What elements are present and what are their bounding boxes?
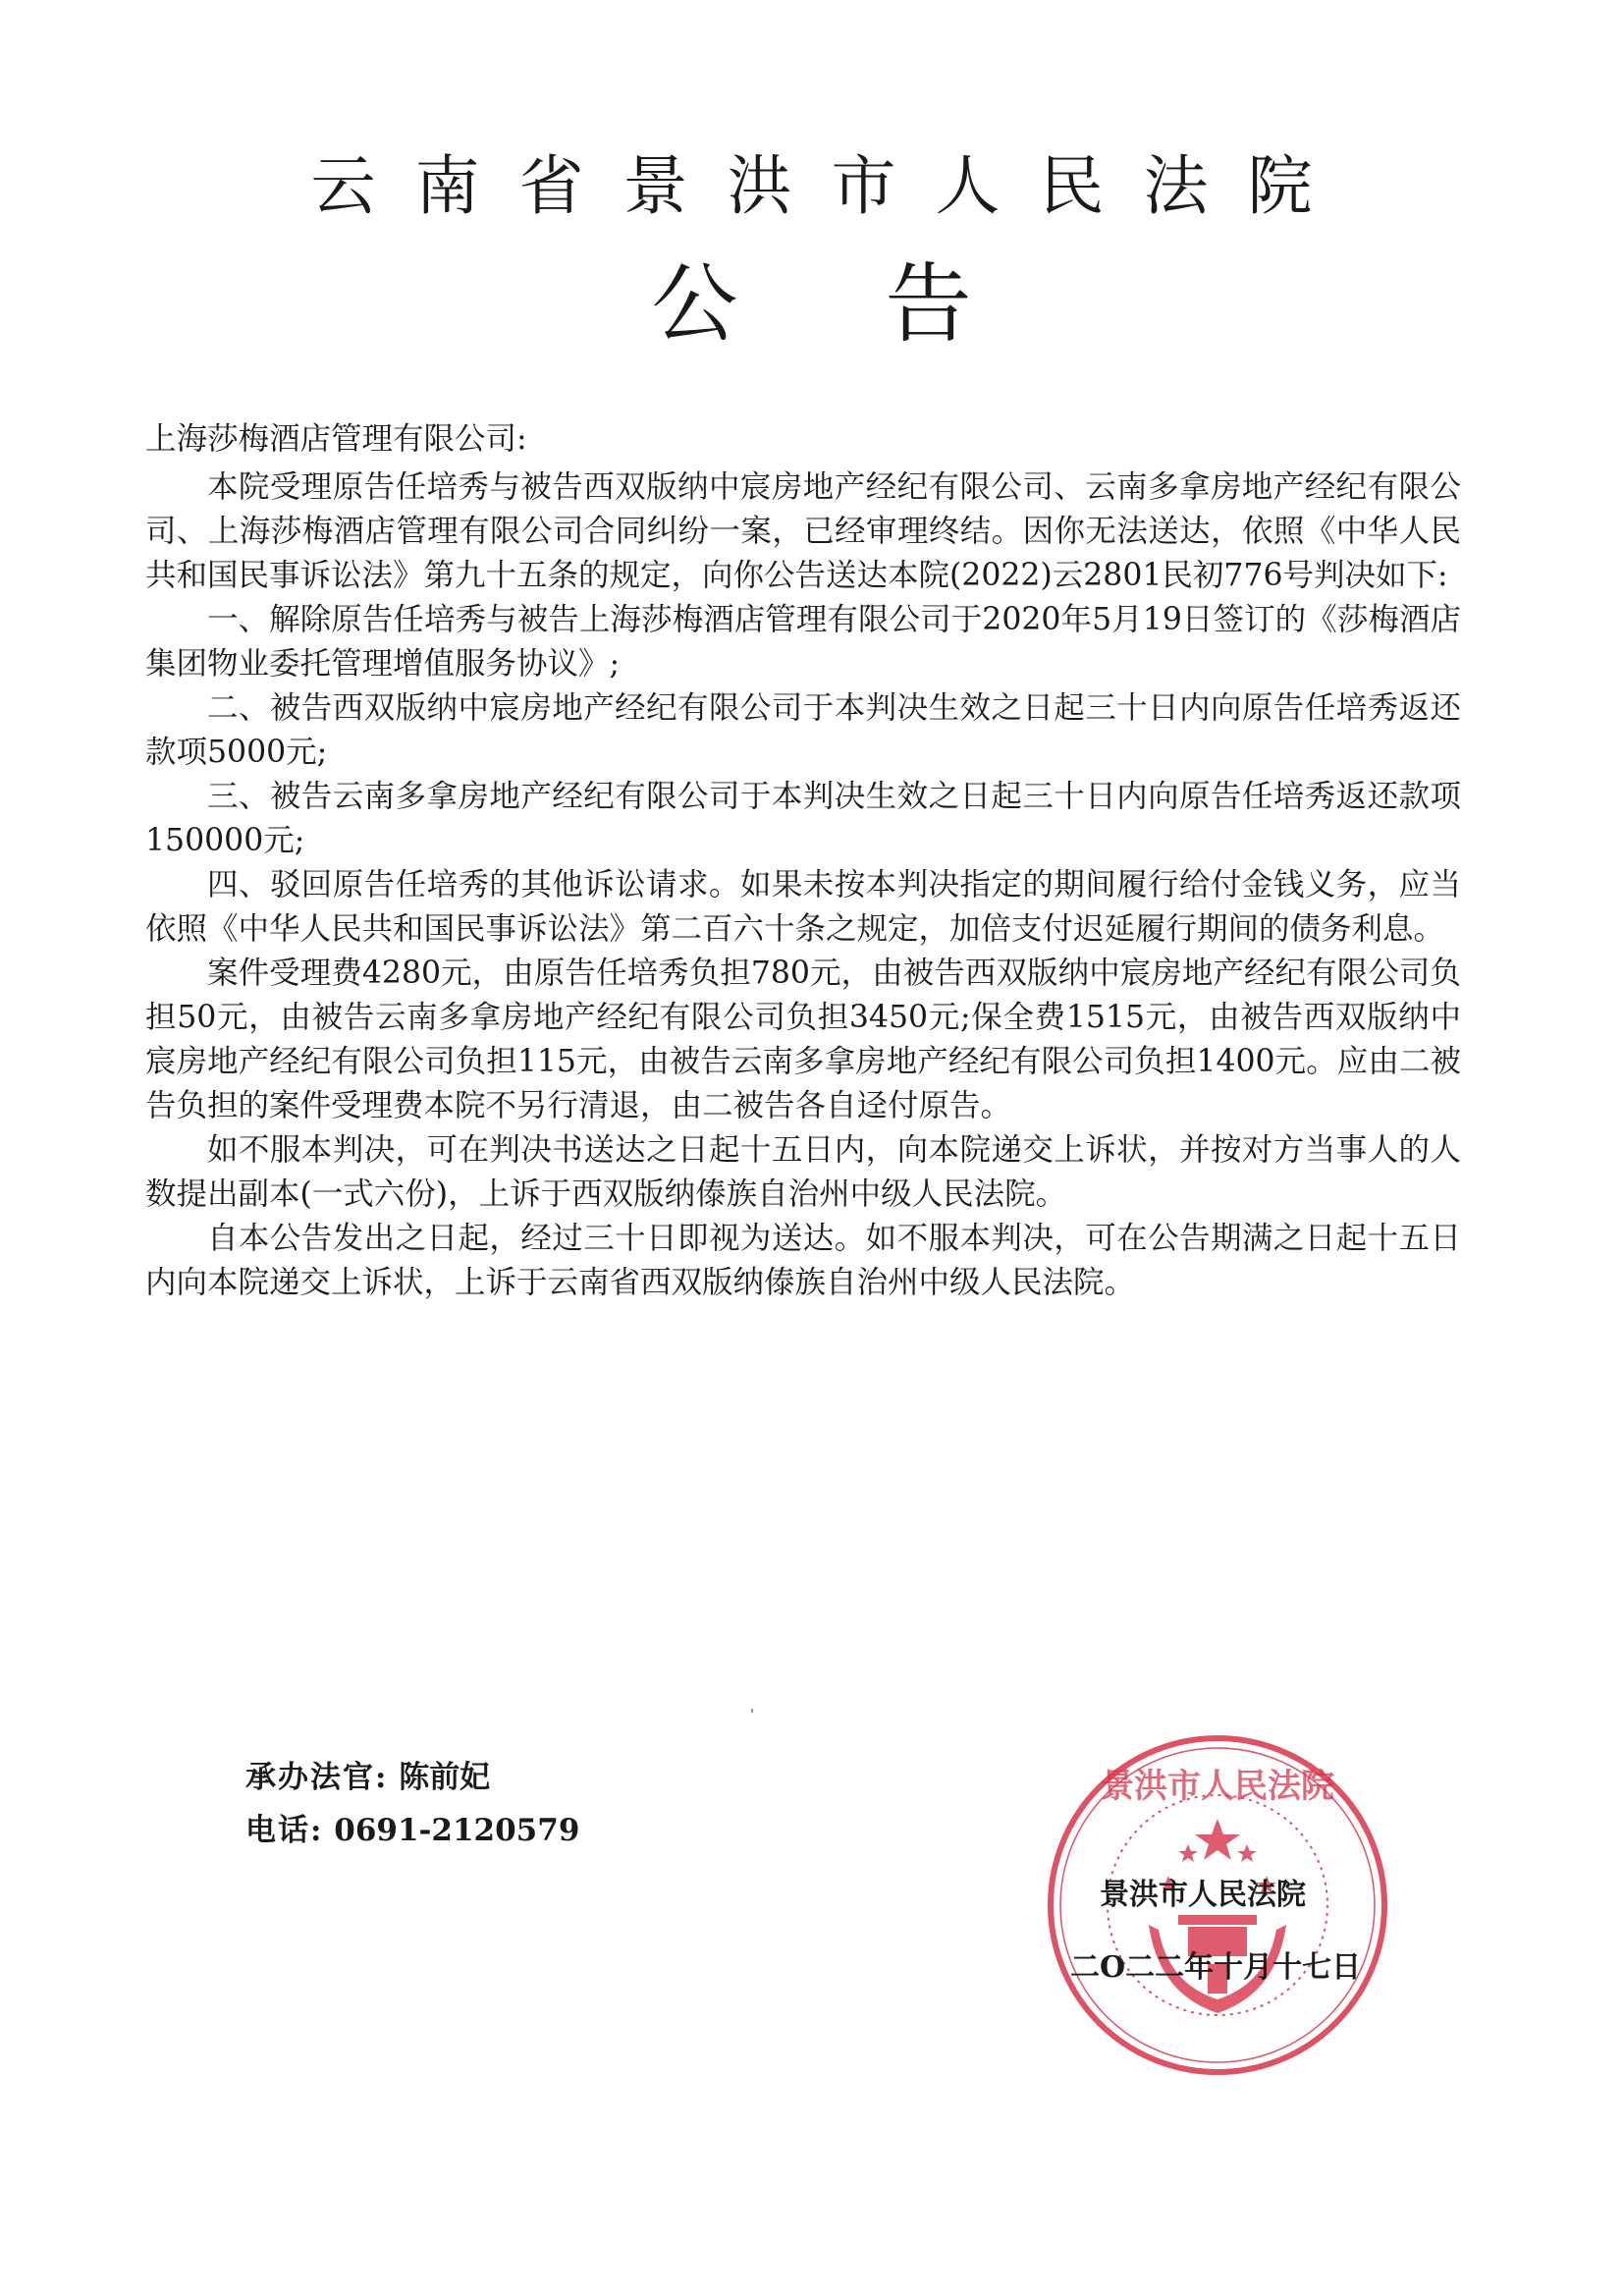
notice-body [145, 417, 1461, 1305]
salutation: 上海莎梅酒店管理有限公司: [145, 421, 527, 457]
scan-speck [751, 1709, 753, 1713]
judge-label: 承办法官: [245, 1760, 389, 1795]
paragraph-ruling-2: 二、被告西双版纳中宸房地产经纪有限公司于本判决生效之日起三十日内向原告任培秀返还款项5000元; [145, 690, 1461, 770]
paragraph-fees: 案件受理费4280元，由原告任培秀负担780元，由被告西双版纳中宸房地产经纪有限公司负担50元，由被告云南多拿房地产经纪有限公司负担3450元;保全费1515元，由被告西双版纳中宸房地产经纪有限公司负担115元，由被告云南多拿房地产经纪有限公司负担1400元。应由二被告负担的案件受理费本院不另行清退，由二被告各自迳付原告。 [145, 956, 1461, 1123]
signing-court: 景洪市人民法院 [1100, 1878, 1306, 1912]
document-type-heading: 公告 [651, 253, 1119, 355]
phone-number: 0691-2120579 [334, 1813, 580, 1848]
seal-arc-text [1101, 1767, 1334, 1806]
signing-date: 二O二二年十月十七日 [1070, 1950, 1362, 1985]
paragraph-ruling-3: 三、被告云南多拿房地产经纪有限公司于本判决生效之日起三十日内向原告任培秀返还款项150000元; [145, 779, 1461, 858]
judge-name: 陈前妃 [399, 1760, 491, 1795]
phone-line [245, 1811, 579, 1850]
paragraph-ruling-4: 四、驳回原告任培秀的其他诉讼请求。如果未按本判决指定的期间履行给付金钱义务，应当依照《中华人民共和国民事诉讼法》第二百六十条之规定，加倍支付迟延履行期间的债务利息。 [145, 867, 1461, 947]
paragraph-service: 自本公告发出之日起，经过三十日即视为送达。如不服本判决，可在公告期满之日起十五日内向本院递交上诉状，上诉于云南省西双版纳傣族自治州中级人民法院。 [145, 1221, 1461, 1300]
paragraph-ruling-1: 一、解除原告任培秀与被告上海莎梅酒店管理有限公司于2020年5月19日签订的《莎梅酒店集团物业委托管理增值服务协议》; [145, 602, 1461, 682]
seal-text: 景洪市人民法院 [1101, 1767, 1334, 1806]
phone-label: 电话: [245, 1813, 324, 1848]
court-name-heading: 云南省景洪市人民法院 [310, 148, 1352, 224]
judge-line [245, 1758, 490, 1797]
paragraph-intro: 本院受理原告任培秀与被告西双版纳中宸房地产经纪有限公司、云南多拿房地产经纪有限公司、上海莎梅酒店管理有限公司合同纠纷一案，已经审理终结。因你无法送达，依照《中华人民共和国民事诉讼法》第九十五条的规定，向你公告送达本院(2022)云2801民初776号判决如下: [145, 469, 1461, 593]
paragraph-appeal: 如不服本判决，可在判决书送达之日起十五日内，向本院递交上诉状，并按对方当事人的人数提出副本(一式六份)，上诉于西双版纳傣族自治州中级人民法院。 [145, 1132, 1461, 1212]
